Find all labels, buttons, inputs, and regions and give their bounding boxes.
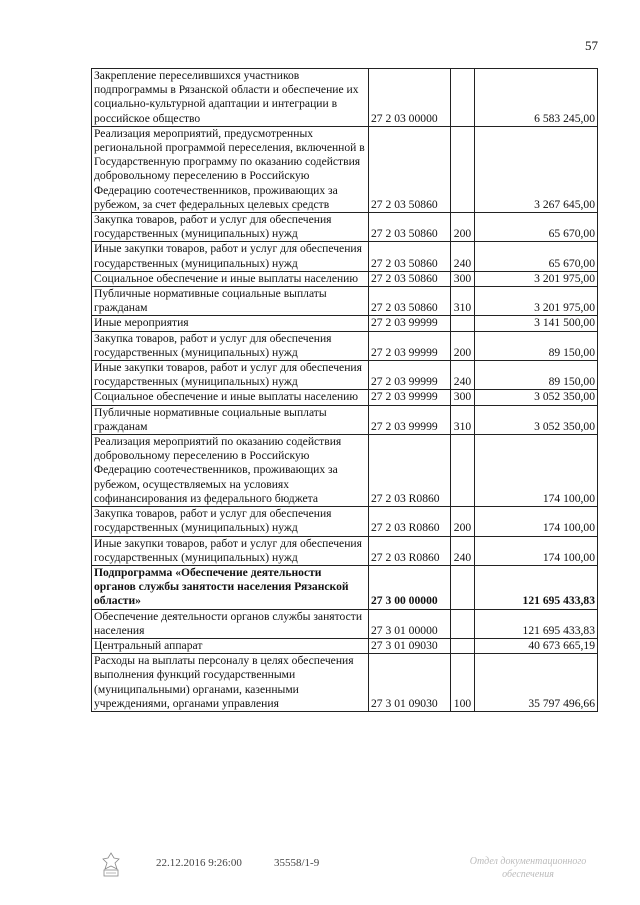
row-expense-type-cell: 310 <box>451 405 475 434</box>
row-expense-type-cell <box>451 638 475 653</box>
row-sum-cell: 40 673 665,19 <box>475 638 598 653</box>
stamp-icon <box>100 852 122 878</box>
row-code-cell: 27 2 03 R0860 <box>369 536 451 565</box>
row-sum-cell: 6 583 245,00 <box>475 69 598 127</box>
row-name-cell: Публичные нормативные социальные выплаты гражданам <box>92 405 369 434</box>
table-row <box>92 271 598 286</box>
row-name-cell: Иные закупки товаров, работ и услуг для обеспечения государственных (муниципальных) нужд <box>92 242 369 271</box>
row-sum-cell: 89 150,00 <box>475 331 598 360</box>
row-code-cell: 27 3 01 00000 <box>369 609 451 638</box>
row-expense-type-cell: 200 <box>451 213 475 242</box>
row-code-cell: 27 2 03 99999 <box>369 316 451 331</box>
row-sum-cell: 35 797 496,66 <box>475 654 598 712</box>
row-expense-type-cell: 240 <box>451 242 475 271</box>
row-name-cell: Иные мероприятия <box>92 316 369 331</box>
row-name-cell: Расходы на выплаты персоналу в целях обеспечения выполнения функций государственными (муниципальными) органами, казенными учреждениями, органами управления <box>92 654 369 712</box>
budget-table <box>91 68 598 712</box>
table-row <box>92 609 598 638</box>
row-expense-type-cell <box>451 69 475 127</box>
row-sum-cell: 65 670,00 <box>475 213 598 242</box>
table-row <box>92 435 598 507</box>
table-row <box>92 638 598 653</box>
row-name-cell: Иные закупки товаров, работ и услуг для обеспечения государственных (муниципальных) нужд <box>92 536 369 565</box>
row-sum-cell: 174 100,00 <box>475 536 598 565</box>
table-row <box>92 507 598 536</box>
row-sum-cell: 3 141 500,00 <box>475 316 598 331</box>
row-name-cell: Закупка товаров, работ и услуг для обеспечения государственных (муниципальных) нужд <box>92 507 369 536</box>
row-sum-cell: 89 150,00 <box>475 361 598 390</box>
row-sum-cell: 121 695 433,83 <box>475 609 598 638</box>
row-expense-type-cell: 240 <box>451 361 475 390</box>
row-sum-cell: 3 201 975,00 <box>475 271 598 286</box>
row-name-cell: Закупка товаров, работ и услуг для обеспечения государственных (муниципальных) нужд <box>92 331 369 360</box>
row-code-cell: 27 2 03 99999 <box>369 390 451 405</box>
row-name-cell: Реализация мероприятий, предусмотренных региональной программой переселения, включенной в Государственную программу по оказанию содействия добровольному переселению в Российскую Федерацию соотечественников, проживающих за рубежом, за счет федеральных целевых средств <box>92 126 369 212</box>
row-name-cell: Социальное обеспечение и иные выплаты населению <box>92 390 369 405</box>
row-code-cell: 27 3 00 00000 <box>369 565 451 609</box>
row-sum-cell: 174 100,00 <box>475 507 598 536</box>
row-name-cell: Центральный аппарат <box>92 638 369 653</box>
row-sum-cell: 3 052 350,00 <box>475 405 598 434</box>
table-row <box>92 213 598 242</box>
row-expense-type-cell: 300 <box>451 390 475 405</box>
row-code-cell: 27 3 01 09030 <box>369 638 451 653</box>
row-expense-type-cell <box>451 609 475 638</box>
row-expense-type-cell <box>451 316 475 331</box>
row-code-cell: 27 2 03 00000 <box>369 69 451 127</box>
row-code-cell: 27 2 03 R0860 <box>369 435 451 507</box>
table-row <box>92 565 598 609</box>
row-expense-type-cell <box>451 565 475 609</box>
table-row <box>92 654 598 712</box>
table-row <box>92 69 598 127</box>
row-name-cell: Иные закупки товаров, работ и услуг для обеспечения государственных (муниципальных) нужд <box>92 361 369 390</box>
table-row <box>92 331 598 360</box>
row-expense-type-cell: 100 <box>451 654 475 712</box>
row-sum-cell: 3 201 975,00 <box>475 287 598 316</box>
row-sum-cell: 174 100,00 <box>475 435 598 507</box>
row-code-cell: 27 2 03 99999 <box>369 331 451 360</box>
row-expense-type-cell: 200 <box>451 331 475 360</box>
page-number: 57 <box>585 38 598 53</box>
row-code-cell: 27 3 01 09030 <box>369 654 451 712</box>
row-sum-cell: 3 267 645,00 <box>475 126 598 212</box>
table-row <box>92 536 598 565</box>
row-name-cell: Социальное обеспечение и иные выплаты населению <box>92 271 369 286</box>
row-name-cell: Обеспечение деятельности органов службы занятости населения <box>92 609 369 638</box>
row-name-cell: Закупка товаров, работ и услуг для обеспечения государственных (муниципальных) нужд <box>92 213 369 242</box>
row-sum-cell: 65 670,00 <box>475 242 598 271</box>
row-code-cell: 27 2 03 50860 <box>369 287 451 316</box>
table-row <box>92 390 598 405</box>
row-code-cell: 27 2 03 50860 <box>369 242 451 271</box>
table-row <box>92 316 598 331</box>
row-sum-cell: 3 052 350,00 <box>475 390 598 405</box>
table-row <box>92 405 598 434</box>
table-row <box>92 361 598 390</box>
row-expense-type-cell: 300 <box>451 271 475 286</box>
table-row <box>92 242 598 271</box>
row-code-cell: 27 2 03 99999 <box>369 361 451 390</box>
row-name-cell: Реализация мероприятий по оказанию содействия добровольному переселению в Российскую Федерацию соотечественников, проживающих за рубежом, осуществляемых на условиях софинансирования из федерального бюджета <box>92 435 369 507</box>
row-name-cell: Закрепление переселившихся участников подпрограммы в Рязанской области и обеспечение их социально-культурной адаптации и интеграции в российское общество <box>92 69 369 127</box>
table-row <box>92 126 598 212</box>
row-expense-type-cell: 310 <box>451 287 475 316</box>
row-expense-type-cell <box>451 435 475 507</box>
row-code-cell: 27 2 03 50860 <box>369 213 451 242</box>
row-expense-type-cell <box>451 126 475 212</box>
department-watermark: Отдел документационного обеспечения <box>469 856 587 880</box>
row-name-cell: Публичные нормативные социальные выплаты гражданам <box>92 287 369 316</box>
table-row <box>92 287 598 316</box>
footer-datetime: 22.12.2016 9:26:00 <box>156 857 242 869</box>
row-expense-type-cell: 200 <box>451 507 475 536</box>
row-code-cell: 27 2 03 99999 <box>369 405 451 434</box>
row-code-cell: 27 2 03 R0860 <box>369 507 451 536</box>
row-expense-type-cell: 240 <box>451 536 475 565</box>
row-sum-cell: 121 695 433,83 <box>475 565 598 609</box>
footer-doc-number: 35558/1-9 <box>274 857 320 869</box>
row-name-cell: Подпрограмма «Обеспечение деятельности органов службы занятости населения Рязанской области» <box>92 565 369 609</box>
row-code-cell: 27 2 03 50860 <box>369 271 451 286</box>
row-code-cell: 27 2 03 50860 <box>369 126 451 212</box>
